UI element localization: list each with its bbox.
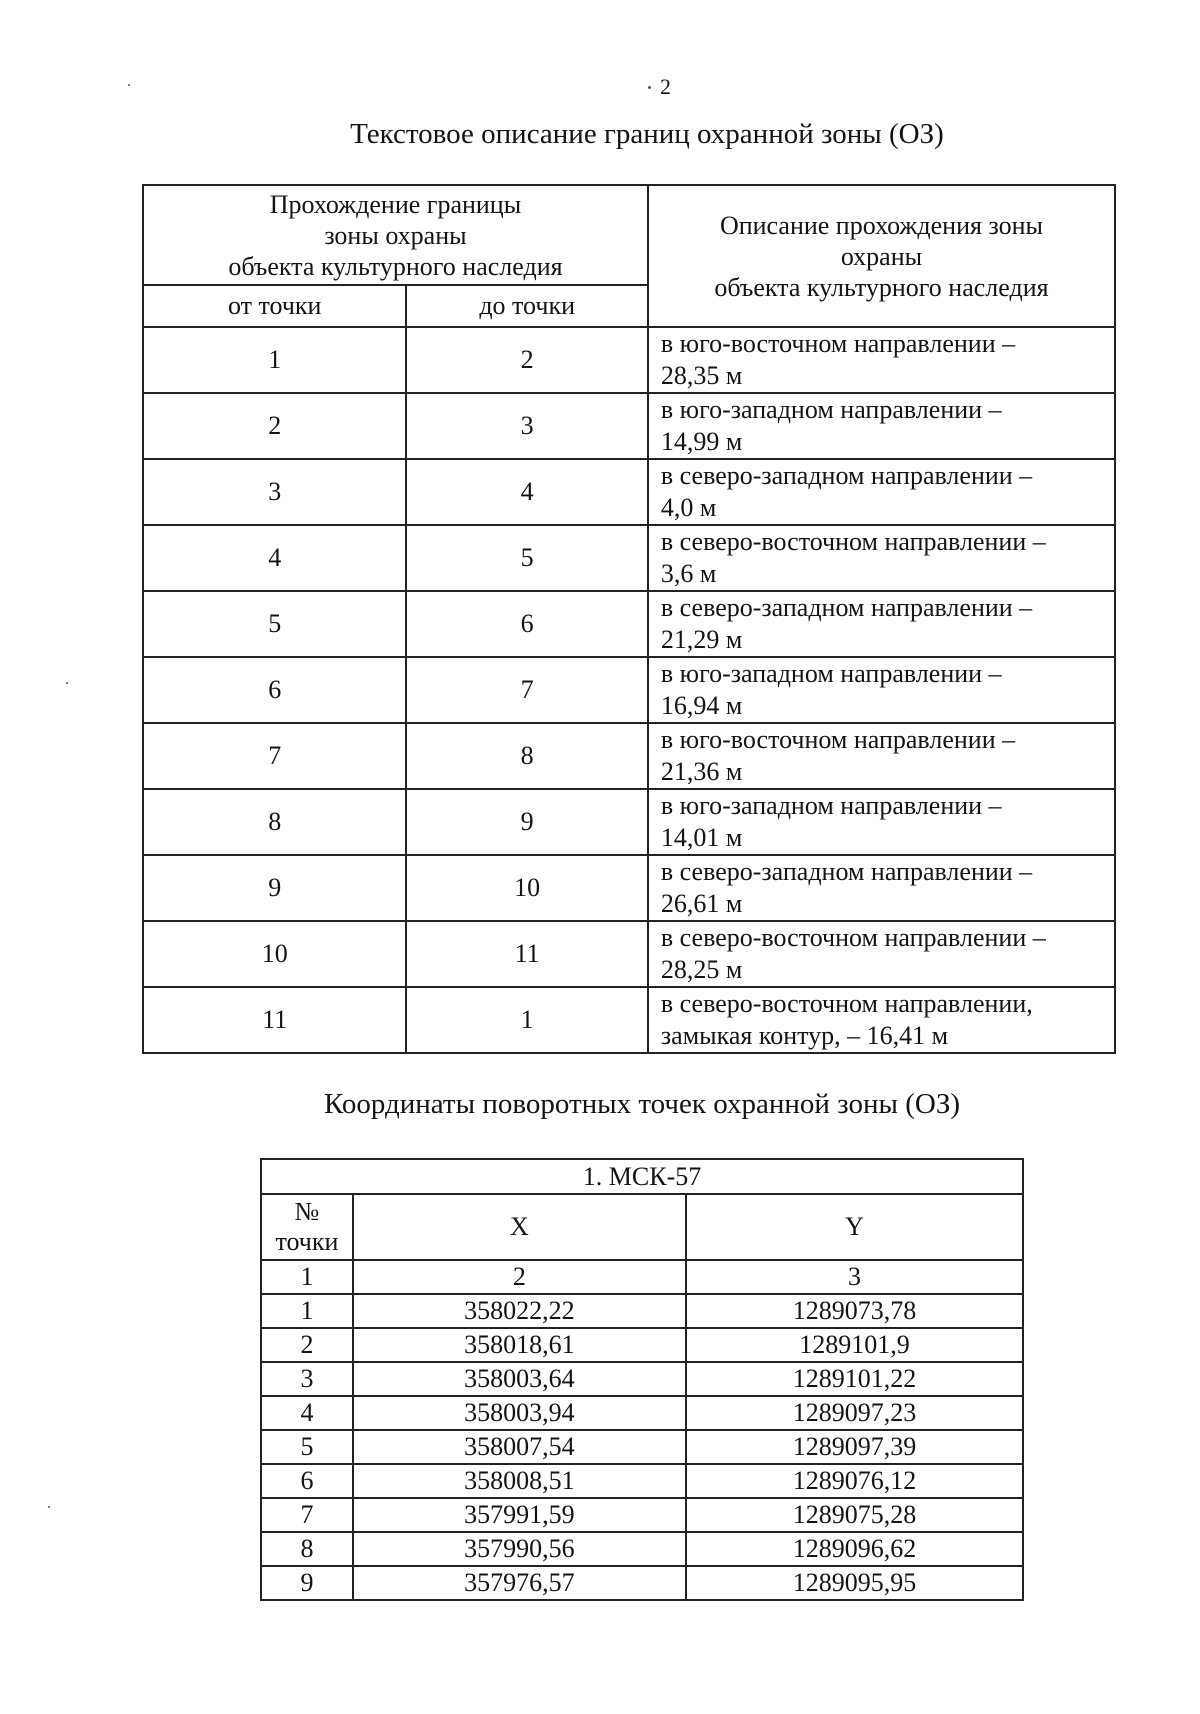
point-number-cell: 9 bbox=[261, 1566, 353, 1600]
description-line: 16,94 м bbox=[660, 691, 743, 720]
description-line: в юго-восточном направлении – bbox=[660, 725, 1016, 754]
table-row bbox=[143, 987, 1115, 1053]
description-cell bbox=[648, 987, 1115, 1053]
table-row bbox=[261, 1566, 1023, 1600]
header-passage-line: объекта культурного наследия bbox=[228, 251, 563, 281]
table-row bbox=[261, 1532, 1023, 1566]
from-point-cell: 7 bbox=[143, 723, 406, 789]
point-number-cell: 6 bbox=[261, 1464, 353, 1498]
from-point-cell: 11 bbox=[143, 987, 406, 1053]
from-point-cell: 3 bbox=[143, 459, 406, 525]
y-coordinate-cell: 1289101,22 bbox=[686, 1362, 1023, 1396]
description-cell bbox=[648, 525, 1115, 591]
header-desc-line: объекта культурного наследия bbox=[714, 272, 1049, 302]
from-point-cell: 5 bbox=[143, 591, 406, 657]
description-line: в юго-восточном направлении – bbox=[660, 329, 1016, 358]
from-point-cell: 10 bbox=[143, 921, 406, 987]
to-point-cell: 2 bbox=[406, 327, 647, 393]
description-line: 14,99 м bbox=[660, 427, 743, 456]
table-row bbox=[143, 459, 1115, 525]
description-line: в северо-восточном направлении – bbox=[660, 527, 1046, 556]
header-point-number-cell bbox=[261, 1194, 353, 1260]
point-number-cell: 1 bbox=[261, 1294, 353, 1328]
to-point-cell: 3 bbox=[406, 393, 647, 459]
y-coordinate-cell: 1289073,78 bbox=[686, 1294, 1023, 1328]
scan-speck bbox=[66, 682, 68, 684]
to-point-cell: 7 bbox=[406, 657, 647, 723]
to-point-cell: 1 bbox=[406, 987, 647, 1053]
y-coordinate-cell: 1289101,9 bbox=[686, 1328, 1023, 1362]
description-line: в северо-восточном направлении – bbox=[660, 923, 1046, 952]
y-coordinate-cell: 1289097,39 bbox=[686, 1430, 1023, 1464]
x-coordinate-cell: 358003,64 bbox=[353, 1362, 686, 1396]
column-number-cell: 2 bbox=[353, 1260, 686, 1294]
description-line: 3,6 м bbox=[660, 559, 717, 588]
table-row bbox=[261, 1294, 1023, 1328]
point-number-cell: 2 bbox=[261, 1328, 353, 1362]
header-passage-cell bbox=[143, 185, 648, 285]
description-cell bbox=[648, 591, 1115, 657]
x-coordinate-cell: 358022,22 bbox=[353, 1294, 686, 1328]
description-cell bbox=[648, 327, 1115, 393]
description-line: 14,01 м bbox=[660, 823, 743, 852]
from-point-cell: 1 bbox=[143, 327, 406, 393]
header-to-cell: до точки bbox=[406, 285, 647, 327]
x-coordinate-cell: 357991,59 bbox=[353, 1498, 686, 1532]
coordinate-system-cell: 1. МСК-57 bbox=[261, 1159, 1023, 1194]
scan-speck bbox=[128, 84, 130, 86]
table-row bbox=[143, 393, 1115, 459]
coordinate-system-row bbox=[261, 1159, 1023, 1194]
x-coordinate-cell: 358008,51 bbox=[353, 1464, 686, 1498]
y-coordinate-cell: 1289076,12 bbox=[686, 1464, 1023, 1498]
description-cell bbox=[648, 921, 1115, 987]
description-line: 28,25 м bbox=[660, 955, 743, 984]
coordinates-table-title: Координаты поворотных точек охранной зоны (ОЗ) bbox=[323, 1088, 961, 1120]
description-line: 26,61 м bbox=[660, 889, 743, 918]
description-line: в северо-западном направлении – bbox=[660, 857, 1033, 886]
header-y-cell: Y bbox=[686, 1194, 1023, 1260]
description-line: в юго-западном направлении – bbox=[660, 395, 1002, 424]
column-number-cell: 1 bbox=[261, 1260, 353, 1294]
header-passage-line: зоны охраны bbox=[324, 220, 467, 250]
header-no-line: точки bbox=[275, 1227, 339, 1256]
table-row bbox=[143, 723, 1115, 789]
from-point-cell: 9 bbox=[143, 855, 406, 921]
description-cell bbox=[648, 459, 1115, 525]
point-number-cell: 4 bbox=[261, 1396, 353, 1430]
table-row bbox=[143, 591, 1115, 657]
description-cell bbox=[648, 723, 1115, 789]
scan-speck bbox=[48, 1506, 50, 1508]
y-coordinate-cell: 1289096,62 bbox=[686, 1532, 1023, 1566]
x-coordinate-cell: 357990,56 bbox=[353, 1532, 686, 1566]
point-number-cell: 8 bbox=[261, 1532, 353, 1566]
to-point-cell: 4 bbox=[406, 459, 647, 525]
header-from-cell: от точки bbox=[143, 285, 406, 327]
y-coordinate-cell: 1289075,28 bbox=[686, 1498, 1023, 1532]
header-no-line: № bbox=[294, 1197, 320, 1226]
description-line: в северо-западном направлении – bbox=[660, 461, 1033, 490]
table-row bbox=[261, 1396, 1023, 1430]
to-point-cell: 5 bbox=[406, 525, 647, 591]
description-line: в северо-западном направлении – bbox=[660, 593, 1033, 622]
table-row bbox=[261, 1464, 1023, 1498]
header-description-cell bbox=[648, 185, 1115, 327]
from-point-cell: 4 bbox=[143, 525, 406, 591]
description-line: 21,29 м bbox=[660, 625, 743, 654]
description-cell bbox=[648, 393, 1115, 459]
from-point-cell: 6 bbox=[143, 657, 406, 723]
header-desc-line: Описание прохождения зоны bbox=[719, 210, 1043, 240]
description-line: 21,36 м bbox=[660, 757, 743, 786]
table-row bbox=[261, 1362, 1023, 1396]
description-line: в юго-западном направлении – bbox=[660, 659, 1002, 688]
point-number-cell: 3 bbox=[261, 1362, 353, 1396]
x-coordinate-cell: 358003,94 bbox=[353, 1396, 686, 1430]
x-coordinate-cell: 358007,54 bbox=[353, 1430, 686, 1464]
boundary-header-row bbox=[143, 185, 1115, 285]
y-coordinate-cell: 1289095,95 bbox=[686, 1566, 1023, 1600]
point-number-cell: 7 bbox=[261, 1498, 353, 1532]
boundary-table-title: Текстовое описание границ охранной зоны (ОЗ) bbox=[350, 118, 944, 150]
point-number-cell: 5 bbox=[261, 1430, 353, 1464]
description-line: в северо-восточном направлении, bbox=[660, 989, 1033, 1018]
table-row bbox=[143, 789, 1115, 855]
boundary-description-table bbox=[142, 184, 1116, 1054]
to-point-cell: 9 bbox=[406, 789, 647, 855]
column-number-row bbox=[261, 1260, 1023, 1294]
table-row bbox=[143, 921, 1115, 987]
description-line: 4,0 м bbox=[660, 493, 717, 522]
description-cell bbox=[648, 789, 1115, 855]
header-x-cell: X bbox=[353, 1194, 686, 1260]
description-cell bbox=[648, 855, 1115, 921]
description-line: 28,35 м bbox=[660, 361, 743, 390]
to-point-cell: 10 bbox=[406, 855, 647, 921]
header-passage-line: Прохождение границы bbox=[269, 189, 522, 219]
coordinates-header-row bbox=[261, 1194, 1023, 1260]
table-row bbox=[143, 327, 1115, 393]
to-point-cell: 8 bbox=[406, 723, 647, 789]
table-row bbox=[261, 1498, 1023, 1532]
column-number-cell: 3 bbox=[686, 1260, 1023, 1294]
y-coordinate-cell: 1289097,23 bbox=[686, 1396, 1023, 1430]
from-point-cell: 8 bbox=[143, 789, 406, 855]
description-line: замыкая контур, – 16,41 м bbox=[660, 1021, 949, 1050]
x-coordinate-cell: 357976,57 bbox=[353, 1566, 686, 1600]
table-row bbox=[143, 525, 1115, 591]
x-coordinate-cell: 358018,61 bbox=[353, 1328, 686, 1362]
header-desc-line: охраны bbox=[840, 241, 923, 271]
coordinates-table bbox=[260, 1158, 1024, 1601]
page-number: 2 bbox=[660, 74, 671, 99]
table-row bbox=[261, 1328, 1023, 1362]
description-cell bbox=[648, 657, 1115, 723]
to-point-cell: 11 bbox=[406, 921, 647, 987]
table-row bbox=[143, 657, 1115, 723]
to-point-cell: 6 bbox=[406, 591, 647, 657]
description-line: в юго-западном направлении – bbox=[660, 791, 1002, 820]
table-row bbox=[261, 1430, 1023, 1464]
table-row bbox=[143, 855, 1115, 921]
scan-speck bbox=[648, 86, 651, 89]
from-point-cell: 2 bbox=[143, 393, 406, 459]
